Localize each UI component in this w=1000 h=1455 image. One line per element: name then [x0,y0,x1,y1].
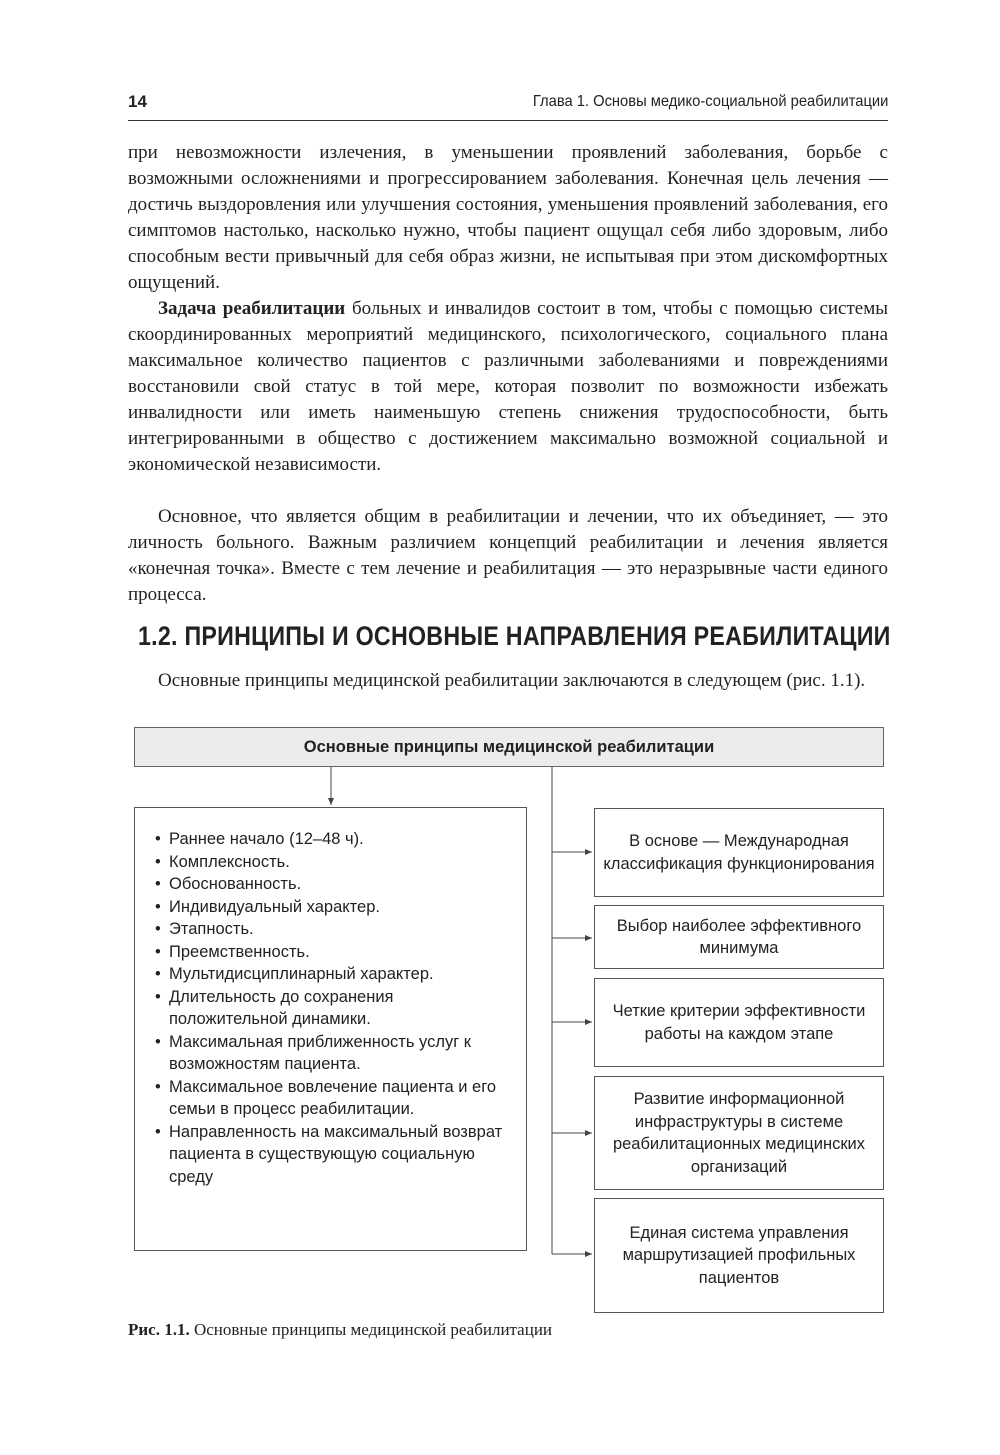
principle-item: • Максимальная приближенность услуг к возможностям пациента. [155,1031,516,1076]
direction-box-1 [594,808,884,897]
principle-item: • Этапность. [155,918,516,941]
principle-item: • Раннее начало (12–48 ч). [155,828,516,851]
running-title: Глава 1. Основы медико-социальной реабилитации [532,93,888,110]
principles-list [155,828,516,1188]
principle-item: • Комплексность. [155,851,516,874]
figure-label: Рис. 1.1. [128,1320,190,1339]
figure-caption [128,1320,552,1340]
diagram-title-box: Основные принципы медицинской реабилитации [134,727,884,767]
paragraph-3-text: Основное, что является общим в реабилитации и лечении, что их объединяет, — это личность больного. Важным различием концепций реабилитации и лечения является «конечная точка». Вместе с тем лечение и реабилитация — это неразрывные части единого процесса. [128,506,888,605]
paragraph-1-text: при невозможности излечения, в уменьшении проявлений заболевания, борьбе с возможными осложнениями и прогрессированием заболевания. Конечная цель лечения — достичь выздоровления или улучшения состояния, уменьшения проявлений заболевания, его симптомов настолько, насколько нужно, чтобы пациент ощущал себя либо здоровым, либо способным вести привычный для себя образ жизни, не испытывая при этом дискомфортных ощущений. [128,142,888,293]
direction-box-5 [594,1198,884,1313]
principle-item: • Мультидисциплинарный характер. [155,963,516,986]
direction-box-4 [594,1076,884,1190]
direction-text: Четкие критерии эффективности работы на каждом этапе [612,1002,866,1043]
direction-text: Развитие информационной инфраструктуры в системе реабилитационных медицинских организаций [612,1090,866,1176]
direction-text: В основе — Международная классификация функционирования [603,832,875,873]
direction-text: Выбор наиболее эффективного минимума [616,916,862,957]
rehab-task-term: Задача реабилитации [158,298,346,319]
direction-box-2 [594,905,884,969]
paragraph-2-text: больных и инвалидов состоит в том, чтобы с помощью системы скоординированных мероприятий медицинского, психологического, социального плана максимальное количество пациентов с различными заболеваниями и повреждениями восстановили свой статус в той мере, которая позволит по возможности избежать инвалидности или иметь наименьшую степень снижения трудоспособности, быть интегрированными в общество с достижением максимально возможной социальной и экономической независимости. [128,298,889,475]
principle-item: • Обоснованность. [155,873,516,896]
principle-item: • Преемственность. [155,941,516,964]
page-number: 14 [128,92,147,111]
direction-box-3 [594,978,884,1067]
principle-item: • Максимальное вовлечение пациента и его семьи в процесс реабилитации. [155,1076,516,1121]
direction-text: Единая система управления маршрутизацией профильных пациентов [622,1223,856,1287]
figure-caption-text: Основные принципы медицинской реабилитации [189,1320,553,1339]
principles-box [134,807,527,1251]
paragraph-4-text: Основные принципы медицинской реабилитации заключаются в следующем (рис. 1.1). [158,670,866,691]
principle-item: • Индивидуальный характер. [155,896,516,919]
principle-item: • Длительность до сохранения положительной динамики. [155,986,516,1031]
principle-item: • Направленность на максимальный возврат пациента в существующую социальную среду [155,1121,516,1189]
section-title: 1.2. ПРИНЦИПЫ И ОСНОВНЫЕ НАПРАВЛЕНИЯ РЕАБИЛИТАЦИИ [138,621,891,651]
